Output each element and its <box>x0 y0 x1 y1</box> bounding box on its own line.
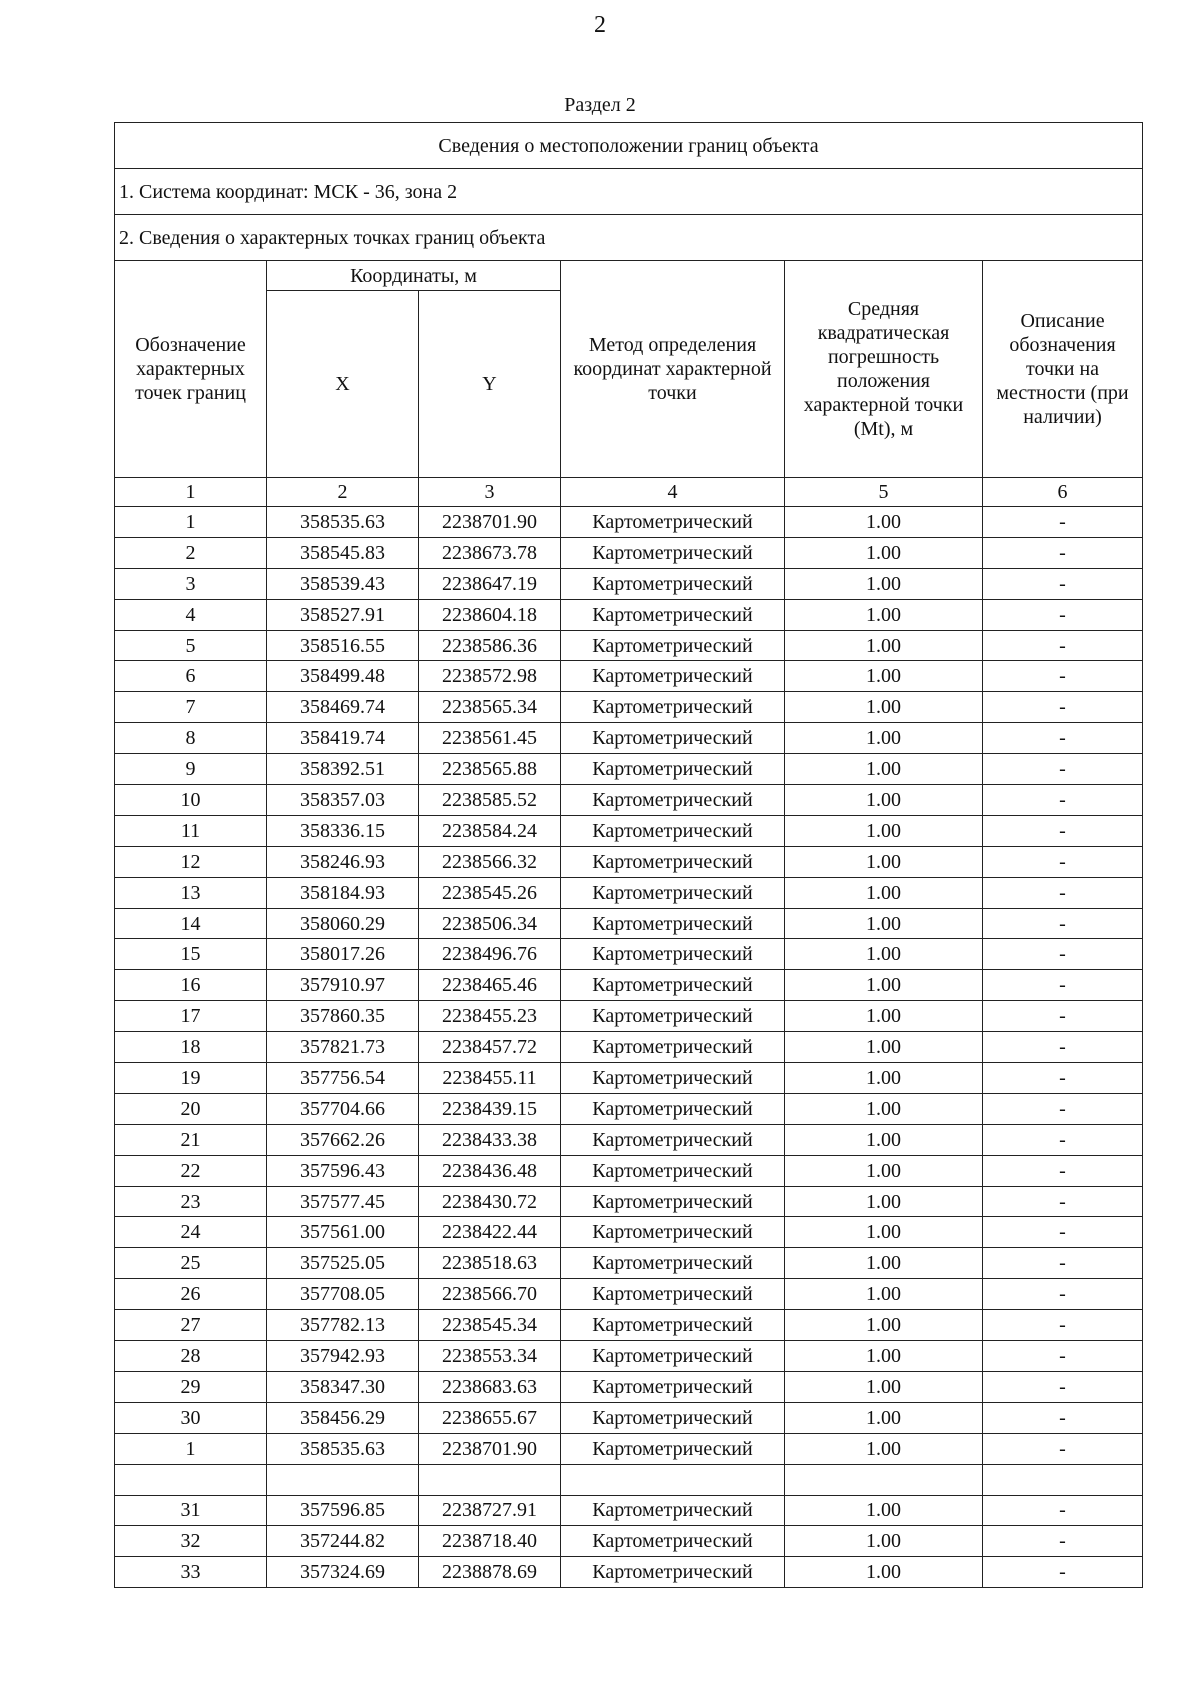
column-number: 6 <box>983 478 1143 507</box>
error-cell: 1.00 <box>785 1063 983 1094</box>
x-coordinate-cell <box>267 1464 419 1495</box>
method-cell: Картометрический <box>561 568 785 599</box>
method-cell: Картометрический <box>561 1124 785 1155</box>
x-coordinate-cell: 358545.83 <box>267 537 419 568</box>
error-cell: 1.00 <box>785 1495 983 1526</box>
error-cell: 1.00 <box>785 1433 983 1464</box>
section-title: Раздел 2 <box>564 94 636 116</box>
y-coordinate-cell: 2238433.38 <box>419 1124 561 1155</box>
error-cell: 1.00 <box>785 1310 983 1341</box>
point-number-cell: 25 <box>115 1248 267 1279</box>
method-cell: Картометрический <box>561 1186 785 1217</box>
table-row <box>115 568 1143 599</box>
method-cell: Картометрический <box>561 1371 785 1402</box>
points-title-row <box>115 215 1143 261</box>
x-coordinate-cell: 357561.00 <box>267 1217 419 1248</box>
error-cell: 1.00 <box>785 1557 983 1588</box>
y-coordinate-cell: 2238545.34 <box>419 1310 561 1341</box>
method-cell: Картометрический <box>561 1248 785 1279</box>
description-cell: - <box>983 939 1143 970</box>
x-coordinate-cell: 357708.05 <box>267 1279 419 1310</box>
point-number-cell: 22 <box>115 1155 267 1186</box>
error-cell: 1.00 <box>785 507 983 538</box>
column-numbers-row <box>115 478 1143 507</box>
table-row <box>115 507 1143 538</box>
method-cell: Картометрический <box>561 599 785 630</box>
column-number: 2 <box>267 478 419 507</box>
x-coordinate-cell: 358469.74 <box>267 692 419 723</box>
x-coordinate-cell: 357782.13 <box>267 1310 419 1341</box>
point-number-cell: 12 <box>115 846 267 877</box>
point-number-cell: 19 <box>115 1063 267 1094</box>
description-cell: - <box>983 1124 1143 1155</box>
point-number-cell: 17 <box>115 1001 267 1032</box>
description-cell: - <box>983 1341 1143 1372</box>
method-cell: Картометрический <box>561 630 785 661</box>
table-row <box>115 815 1143 846</box>
table-row <box>115 1279 1143 1310</box>
description-cell: - <box>983 1248 1143 1279</box>
table-row <box>115 1495 1143 1526</box>
point-number-cell: 5 <box>115 630 267 661</box>
description-cell: - <box>983 1557 1143 1588</box>
table-row <box>115 1093 1143 1124</box>
method-cell: Картометрический <box>561 1495 785 1526</box>
header-error: Средняя квадратическая погрешность положения характерной точки (Mt), м <box>785 261 983 478</box>
point-number-cell: 10 <box>115 785 267 816</box>
point-number-cell: 27 <box>115 1310 267 1341</box>
y-coordinate-cell: 2238518.63 <box>419 1248 561 1279</box>
point-number-cell: 24 <box>115 1217 267 1248</box>
x-coordinate-cell: 357596.85 <box>267 1495 419 1526</box>
x-coordinate-cell: 358535.63 <box>267 507 419 538</box>
y-coordinate-cell: 2238496.76 <box>419 939 561 970</box>
description-cell: - <box>983 1001 1143 1032</box>
y-coordinate-cell: 2238457.72 <box>419 1032 561 1063</box>
y-coordinate-cell: 2238565.34 <box>419 692 561 723</box>
header-row-1 <box>115 261 1143 291</box>
table-row <box>115 1032 1143 1063</box>
error-cell: 1.00 <box>785 908 983 939</box>
method-cell: Картометрический <box>561 1402 785 1433</box>
point-number-cell: 18 <box>115 1032 267 1063</box>
table-row <box>115 908 1143 939</box>
table-row <box>115 1124 1143 1155</box>
error-cell: 1.00 <box>785 599 983 630</box>
description-cell: - <box>983 661 1143 692</box>
x-coordinate-cell: 357756.54 <box>267 1063 419 1094</box>
table-row <box>115 1371 1143 1402</box>
column-number: 3 <box>419 478 561 507</box>
table-row <box>115 1402 1143 1433</box>
y-coordinate-cell: 2238565.88 <box>419 754 561 785</box>
point-number-cell: 9 <box>115 754 267 785</box>
x-coordinate-cell: 358184.93 <box>267 877 419 908</box>
table-row <box>115 846 1143 877</box>
error-cell: 1.00 <box>785 877 983 908</box>
description-cell: - <box>983 846 1143 877</box>
y-coordinate-cell: 2238553.34 <box>419 1341 561 1372</box>
x-coordinate-cell: 357324.69 <box>267 1557 419 1588</box>
error-cell: 1.00 <box>785 1032 983 1063</box>
description-cell: - <box>983 1093 1143 1124</box>
table-row <box>115 1464 1143 1495</box>
y-coordinate-cell: 2238585.52 <box>419 785 561 816</box>
x-coordinate-cell: 357860.35 <box>267 1001 419 1032</box>
y-coordinate-cell: 2238655.67 <box>419 1402 561 1433</box>
method-cell: Картометрический <box>561 1310 785 1341</box>
point-number-cell: 6 <box>115 661 267 692</box>
table-row <box>115 877 1143 908</box>
description-cell: - <box>983 537 1143 568</box>
point-number-cell: 8 <box>115 723 267 754</box>
description-cell: - <box>983 568 1143 599</box>
error-cell: 1.00 <box>785 785 983 816</box>
x-coordinate-cell: 357910.97 <box>267 970 419 1001</box>
description-cell: - <box>983 1310 1143 1341</box>
error-cell: 1.00 <box>785 1279 983 1310</box>
header-method: Метод определения координат характерной точки <box>561 261 785 478</box>
y-coordinate-cell: 2238572.98 <box>419 661 561 692</box>
x-coordinate-cell: 358392.51 <box>267 754 419 785</box>
x-coordinate-cell: 357704.66 <box>267 1093 419 1124</box>
point-number-cell: 32 <box>115 1526 267 1557</box>
method-cell: Картометрический <box>561 1217 785 1248</box>
x-coordinate-cell: 358539.43 <box>267 568 419 599</box>
error-cell: 1.00 <box>785 630 983 661</box>
x-coordinate-cell: 357821.73 <box>267 1032 419 1063</box>
point-number-cell: 33 <box>115 1557 267 1588</box>
method-cell: Картометрический <box>561 815 785 846</box>
point-number-cell: 1 <box>115 507 267 538</box>
method-cell: Картометрический <box>561 908 785 939</box>
point-number-cell: 13 <box>115 877 267 908</box>
error-cell: 1.00 <box>785 846 983 877</box>
table-title: Сведения о местоположении границ объекта <box>115 123 1143 169</box>
table-row <box>115 1155 1143 1186</box>
table-row <box>115 1526 1143 1557</box>
method-cell: Картометрический <box>561 754 785 785</box>
point-number-cell: 15 <box>115 939 267 970</box>
point-number-cell: 31 <box>115 1495 267 1526</box>
y-coordinate-cell: 2238584.24 <box>419 815 561 846</box>
coord-system-row <box>115 169 1143 215</box>
y-coordinate-cell: 2238430.72 <box>419 1186 561 1217</box>
point-number-cell: 7 <box>115 692 267 723</box>
method-cell: Картометрический <box>561 537 785 568</box>
y-coordinate-cell: 2238436.48 <box>419 1155 561 1186</box>
x-coordinate-cell: 358347.30 <box>267 1371 419 1402</box>
method-cell: Картометрический <box>561 1526 785 1557</box>
method-cell: Картометрический <box>561 1341 785 1372</box>
header-description: Описание обозначения точки на местности (при наличии) <box>983 261 1143 478</box>
point-number-cell <box>115 1464 267 1495</box>
description-cell: - <box>983 1433 1143 1464</box>
table-row <box>115 970 1143 1001</box>
points-title: 2. Сведения о характерных точках границ объекта <box>115 215 1143 261</box>
error-cell: 1.00 <box>785 723 983 754</box>
table-row <box>115 1341 1143 1372</box>
x-coordinate-cell: 358419.74 <box>267 723 419 754</box>
description-cell: - <box>983 908 1143 939</box>
x-coordinate-cell: 357596.43 <box>267 1155 419 1186</box>
x-coordinate-cell: 358527.91 <box>267 599 419 630</box>
description-cell: - <box>983 630 1143 661</box>
point-number-cell: 29 <box>115 1371 267 1402</box>
description-cell: - <box>983 1526 1143 1557</box>
y-coordinate-cell: 2238718.40 <box>419 1526 561 1557</box>
point-number-cell: 14 <box>115 908 267 939</box>
x-coordinate-cell: 358456.29 <box>267 1402 419 1433</box>
y-coordinate-cell: 2238586.36 <box>419 630 561 661</box>
y-coordinate-cell: 2238561.45 <box>419 723 561 754</box>
y-coordinate-cell: 2238455.11 <box>419 1063 561 1094</box>
error-cell: 1.00 <box>785 1186 983 1217</box>
y-coordinate-cell: 2238683.63 <box>419 1371 561 1402</box>
x-coordinate-cell: 358516.55 <box>267 630 419 661</box>
table-title-row <box>115 123 1143 169</box>
description-cell: - <box>983 1186 1143 1217</box>
error-cell: 1.00 <box>785 1217 983 1248</box>
error-cell: 1.00 <box>785 537 983 568</box>
point-number-cell: 16 <box>115 970 267 1001</box>
y-coordinate-cell: 2238506.34 <box>419 908 561 939</box>
header-y: Y <box>419 291 561 478</box>
description-cell: - <box>983 1279 1143 1310</box>
description-cell <box>983 1464 1143 1495</box>
description-cell: - <box>983 723 1143 754</box>
y-coordinate-cell: 2238647.19 <box>419 568 561 599</box>
table-row <box>115 537 1143 568</box>
method-cell: Картометрический <box>561 970 785 1001</box>
method-cell: Картометрический <box>561 723 785 754</box>
header-designation: Обозначение характерных точек границ <box>115 261 267 478</box>
table-row <box>115 599 1143 630</box>
y-coordinate-cell: 2238566.70 <box>419 1279 561 1310</box>
column-number: 1 <box>115 478 267 507</box>
method-cell: Картометрический <box>561 1433 785 1464</box>
column-number: 5 <box>785 478 983 507</box>
table-row <box>115 939 1143 970</box>
x-coordinate-cell: 358017.26 <box>267 939 419 970</box>
table-row <box>115 1248 1143 1279</box>
description-cell: - <box>983 1217 1143 1248</box>
point-number-cell: 26 <box>115 1279 267 1310</box>
y-coordinate-cell: 2238701.90 <box>419 1433 561 1464</box>
error-cell: 1.00 <box>785 970 983 1001</box>
method-cell: Картометрический <box>561 877 785 908</box>
description-cell: - <box>983 1063 1143 1094</box>
x-coordinate-cell: 358357.03 <box>267 785 419 816</box>
point-number-cell: 28 <box>115 1341 267 1372</box>
x-coordinate-cell: 357662.26 <box>267 1124 419 1155</box>
method-cell: Картометрический <box>561 939 785 970</box>
point-number-cell: 30 <box>115 1402 267 1433</box>
description-cell: - <box>983 507 1143 538</box>
x-coordinate-cell: 358060.29 <box>267 908 419 939</box>
error-cell: 1.00 <box>785 1124 983 1155</box>
method-cell: Картометрический <box>561 661 785 692</box>
method-cell: Картометрический <box>561 846 785 877</box>
error-cell: 1.00 <box>785 1093 983 1124</box>
y-coordinate-cell: 2238455.23 <box>419 1001 561 1032</box>
table-row <box>115 1557 1143 1588</box>
table-row <box>115 661 1143 692</box>
error-cell: 1.00 <box>785 692 983 723</box>
error-cell: 1.00 <box>785 1341 983 1372</box>
y-coordinate-cell: 2238566.32 <box>419 846 561 877</box>
error-cell: 1.00 <box>785 1526 983 1557</box>
description-cell: - <box>983 1402 1143 1433</box>
error-cell: 1.00 <box>785 1248 983 1279</box>
x-coordinate-cell: 357577.45 <box>267 1186 419 1217</box>
error-cell: 1.00 <box>785 568 983 599</box>
description-cell: - <box>983 877 1143 908</box>
point-number-cell: 11 <box>115 815 267 846</box>
y-coordinate-cell: 2238701.90 <box>419 507 561 538</box>
point-number-cell: 3 <box>115 568 267 599</box>
method-cell: Картометрический <box>561 785 785 816</box>
description-cell: - <box>983 970 1143 1001</box>
page-number: 2 <box>594 12 606 38</box>
error-cell: 1.00 <box>785 815 983 846</box>
error-cell: 1.00 <box>785 1371 983 1402</box>
error-cell: 1.00 <box>785 1155 983 1186</box>
y-coordinate-cell: 2238673.78 <box>419 537 561 568</box>
description-cell: - <box>983 692 1143 723</box>
table-row <box>115 1217 1143 1248</box>
y-coordinate-cell: 2238604.18 <box>419 599 561 630</box>
error-cell: 1.00 <box>785 1001 983 1032</box>
description-cell: - <box>983 1032 1143 1063</box>
y-coordinate-cell: 2238465.46 <box>419 970 561 1001</box>
table-row <box>115 630 1143 661</box>
table-row <box>115 785 1143 816</box>
description-cell: - <box>983 1495 1143 1526</box>
column-number: 4 <box>561 478 785 507</box>
description-cell: - <box>983 1155 1143 1186</box>
x-coordinate-cell: 357244.82 <box>267 1526 419 1557</box>
coord-system: 1. Система координат: МСК - 36, зона 2 <box>115 169 1143 215</box>
table-row <box>115 1310 1143 1341</box>
method-cell: Картометрический <box>561 692 785 723</box>
table-row <box>115 1186 1143 1217</box>
point-number-cell: 21 <box>115 1124 267 1155</box>
table-row <box>115 723 1143 754</box>
method-cell: Картометрический <box>561 507 785 538</box>
y-coordinate-cell: 2238439.15 <box>419 1093 561 1124</box>
point-number-cell: 1 <box>115 1433 267 1464</box>
y-coordinate-cell: 2238545.26 <box>419 877 561 908</box>
table-row <box>115 692 1143 723</box>
description-cell: - <box>983 785 1143 816</box>
x-coordinate-cell: 357942.93 <box>267 1341 419 1372</box>
x-coordinate-cell: 357525.05 <box>267 1248 419 1279</box>
description-cell: - <box>983 815 1143 846</box>
method-cell: Картометрический <box>561 1032 785 1063</box>
y-coordinate-cell: 2238727.91 <box>419 1495 561 1526</box>
method-cell: Картометрический <box>561 1279 785 1310</box>
header-coordinates: Координаты, м <box>267 261 561 291</box>
y-coordinate-cell: 2238422.44 <box>419 1217 561 1248</box>
y-coordinate-cell <box>419 1464 561 1495</box>
table-row <box>115 1433 1143 1464</box>
error-cell: 1.00 <box>785 754 983 785</box>
error-cell <box>785 1464 983 1495</box>
point-number-cell: 23 <box>115 1186 267 1217</box>
table-row <box>115 754 1143 785</box>
method-cell: Картометрический <box>561 1063 785 1094</box>
coordinates-table <box>114 122 1143 1588</box>
method-cell: Картометрический <box>561 1093 785 1124</box>
description-cell: - <box>983 754 1143 785</box>
error-cell: 1.00 <box>785 1402 983 1433</box>
x-coordinate-cell: 358246.93 <box>267 846 419 877</box>
table-row <box>115 1001 1143 1032</box>
x-coordinate-cell: 358499.48 <box>267 661 419 692</box>
x-coordinate-cell: 358336.15 <box>267 815 419 846</box>
table-row <box>115 1063 1143 1094</box>
description-cell: - <box>983 1371 1143 1402</box>
method-cell <box>561 1464 785 1495</box>
error-cell: 1.00 <box>785 939 983 970</box>
method-cell: Картометрический <box>561 1557 785 1588</box>
header-x: X <box>267 291 419 478</box>
y-coordinate-cell: 2238878.69 <box>419 1557 561 1588</box>
x-coordinate-cell: 358535.63 <box>267 1433 419 1464</box>
error-cell: 1.00 <box>785 661 983 692</box>
method-cell: Картометрический <box>561 1155 785 1186</box>
point-number-cell: 4 <box>115 599 267 630</box>
point-number-cell: 2 <box>115 537 267 568</box>
method-cell: Картометрический <box>561 1001 785 1032</box>
description-cell: - <box>983 599 1143 630</box>
point-number-cell: 20 <box>115 1093 267 1124</box>
